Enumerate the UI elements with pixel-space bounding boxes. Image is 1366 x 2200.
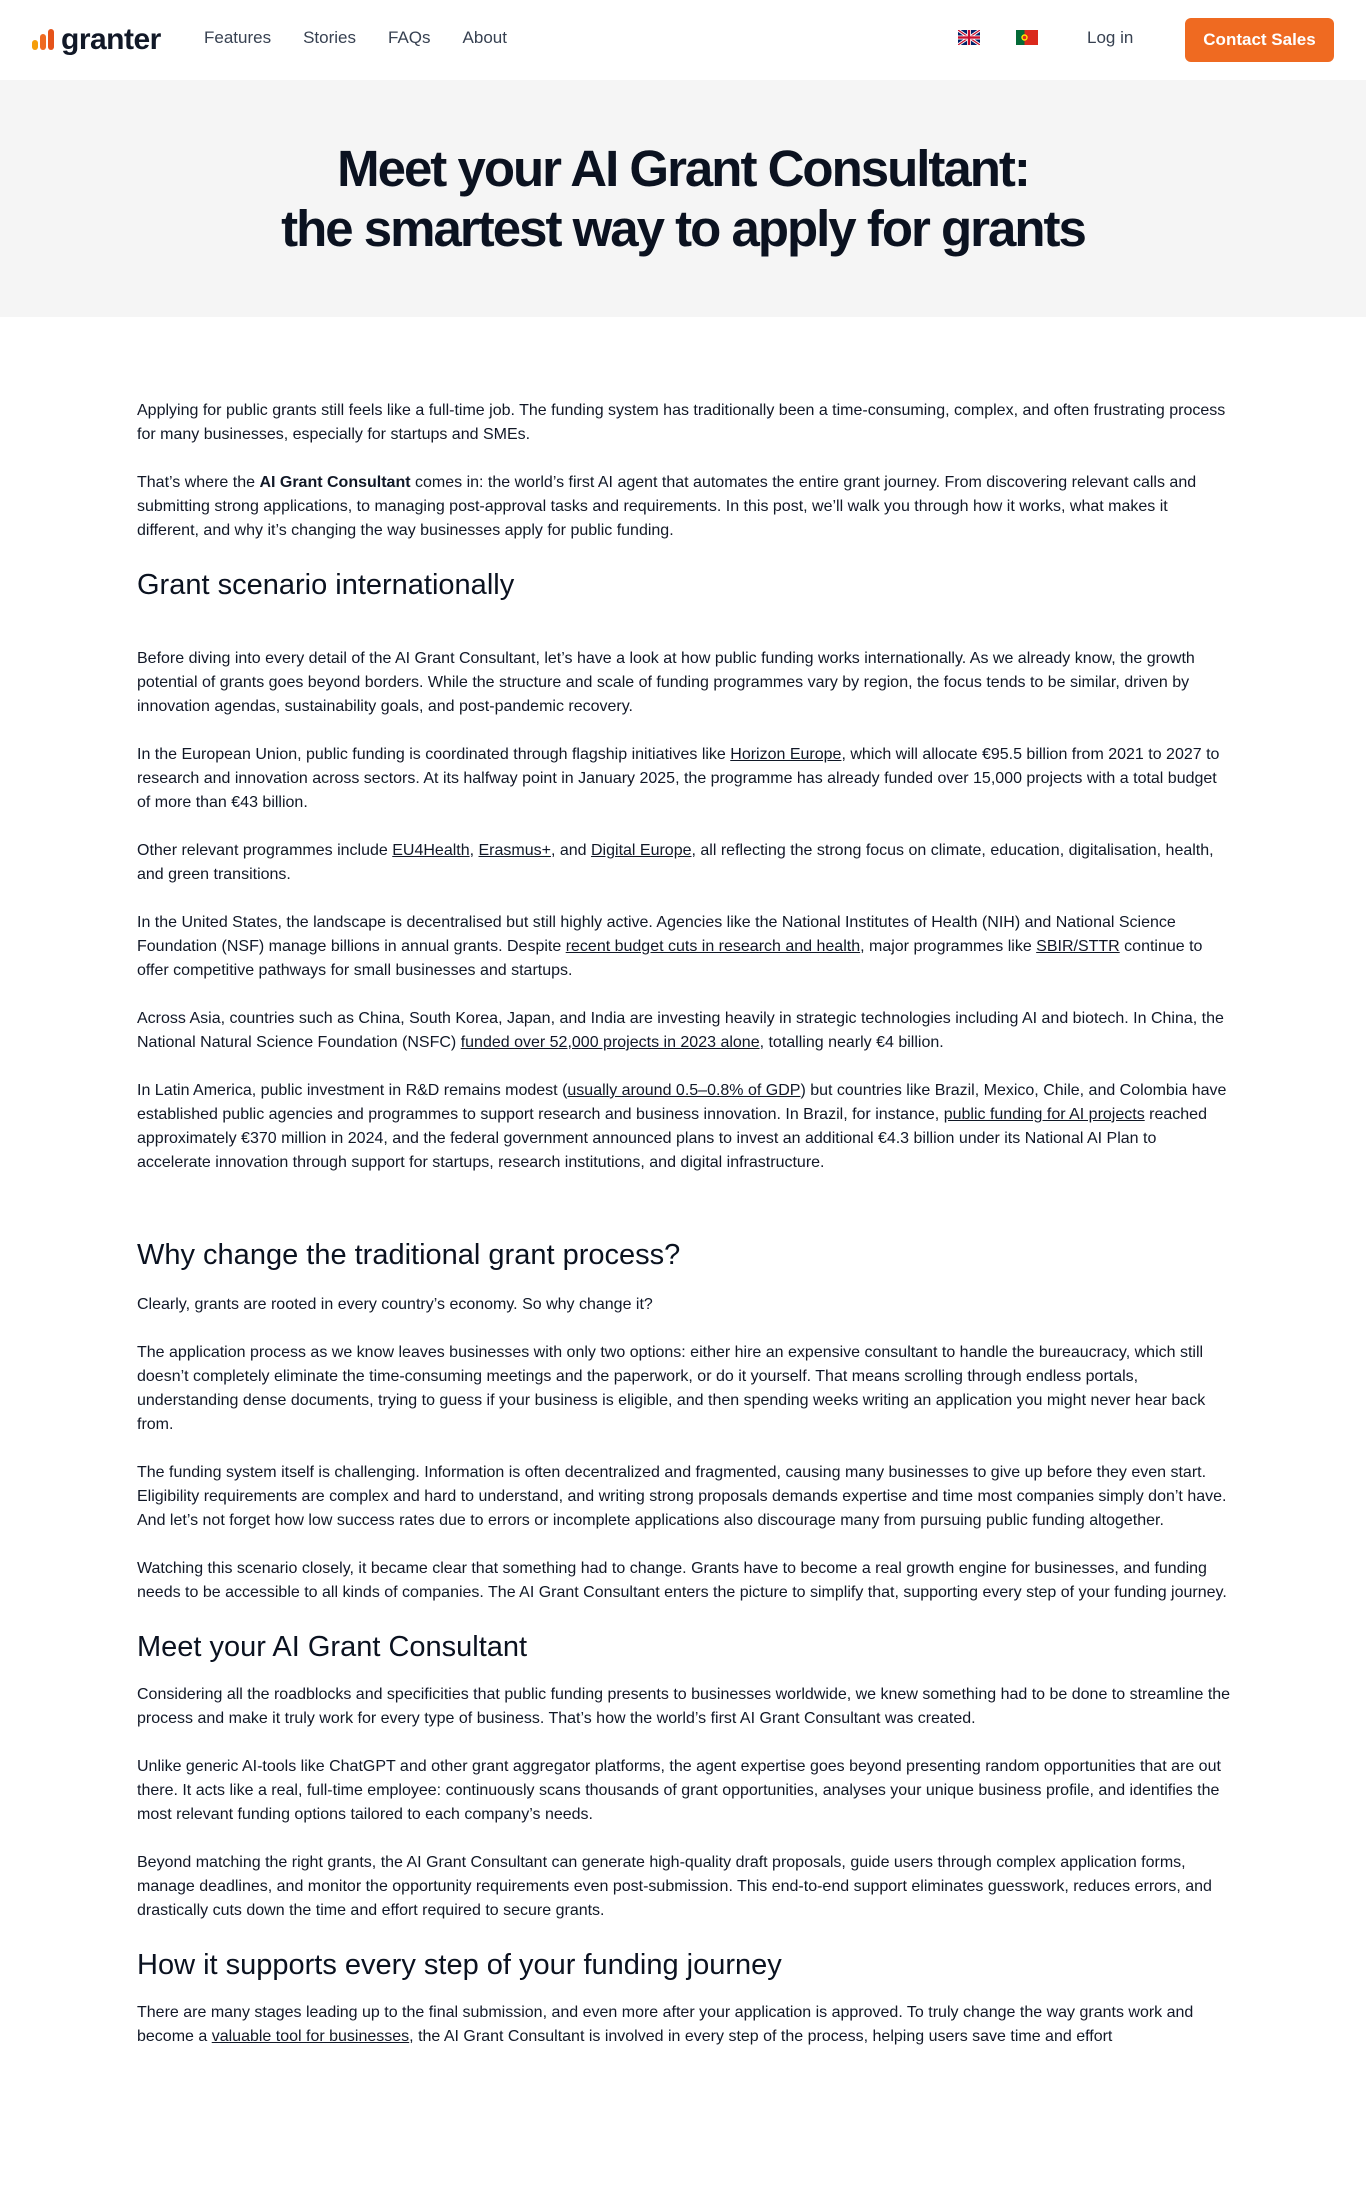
page-title-line-2: the smartest way to apply for grants xyxy=(281,199,1085,257)
link-erasmus[interactable]: Erasmus+ xyxy=(478,842,551,859)
paragraph-other-programmes xyxy=(137,839,1233,887)
text-span: , which will allocate €95.5 billion from 2021 to 2027 to research and innovation across sectors. At its halfway point in January 2025, the programme has already funded over 15,000 projects with a total budget of more than €43 billion. xyxy=(137,746,1220,811)
link-gdp-investment[interactable]: usually around 0.5–0.8% of GDP xyxy=(567,1082,801,1099)
paragraph-meet-1: Considering all the roadblocks and specificities that public funding presents to businesses worldwide, we knew something had to be done to streamline the process and make it truly work for every type of business. That’s how the world’s first AI Grant Consultant was created. xyxy=(137,1686,1231,1727)
paragraph-meet-2: Unlike generic AI-tools like ChatGPT and other grant aggregator platforms, the agent expertise goes beyond presenting random opportunities that are out there. It acts like a real, full-time employee: continuously scans thousands of grant opportunities, analyses your unique business profile, and identifies the most relevant funding options tailored to each company’s needs. xyxy=(137,1758,1221,1823)
hero-section xyxy=(0,80,1366,317)
top-navigation-bar xyxy=(0,0,1366,80)
text-span: continue to offer competitive pathways for small businesses and startups. xyxy=(137,938,1203,979)
page-title-line-1: Meet your AI Grant Consultant: xyxy=(337,139,1029,197)
text-span: , xyxy=(469,842,479,859)
paragraph-meet-3: Beyond matching the right grants, the AI Grant Consultant can generate high-quality draft proposals, guide users through complex application forms, manage deadlines, and monitor the opportunity requirements even post-submission. This end-to-end support eliminates guesswork, reduces errors, and drastically cuts down the time and effort required to secure grants. xyxy=(137,1854,1212,1919)
nav-faqs[interactable]: FAQs xyxy=(388,28,431,47)
link-eu4health[interactable]: EU4Health xyxy=(392,842,470,859)
text-span: , totalling nearly €4 billion. xyxy=(759,1034,944,1051)
heading-meet-consultant: Meet your AI Grant Consultant xyxy=(137,1631,528,1663)
paragraph-us xyxy=(137,911,1233,983)
paragraph-intro: Applying for public grants still feels like a full-time job. The funding system has traditionally been a time-consuming, complex, and often frustrating process for many businesses, especially for startups and SMEs. xyxy=(137,402,1226,443)
logo-text: granter xyxy=(61,23,161,56)
nav-about[interactable]: About xyxy=(462,28,507,47)
link-nsfc-projects[interactable]: funded over 52,000 projects in 2023 alone xyxy=(460,1034,760,1051)
uk-flag-icon[interactable] xyxy=(958,30,980,45)
contact-sales-button[interactable]: Contact Sales xyxy=(1185,18,1334,62)
text-span: , major programmes like xyxy=(860,938,1037,955)
paragraph-why-3: The funding system itself is challenging. Information is often decentralized and fragmented, causing many businesses to give up before they even start. Eligibility requirements are complex and hard to understand, and writing strong proposals demands expertise and time most companies simply don’t have. And let’s not forget how low success rates due to errors or incomplete applications also discourage many from pursuing public funding altogether. xyxy=(137,1464,1227,1529)
text-span: reached approximately €370 million in 2024, and the federal government announced plans to invest an additional €4.3 billion under its National AI Plan to accelerate innovation through support for startups, research institutions, and digital infrastructure. xyxy=(137,1106,1207,1171)
nav-stories[interactable]: Stories xyxy=(303,28,357,47)
paragraph-ai-consultant-intro xyxy=(137,471,1233,543)
text-span: In the United States, the landscape is decentralised but still highly active. Agencies like the National Institutes of Health (NIH) and National Science Foundation (NSF) manage billions in annual grants. Despite xyxy=(137,914,1176,955)
login-link[interactable]: Log in xyxy=(1087,28,1134,47)
paragraph-why-2: The application process as we know leaves businesses with only two options: either hire an expensive consultant to handle the bureaucracy, which still doesn’t completely eliminate the time-consuming meetings and the paperwork, or do it yourself. That means scrolling through endless portals, understanding dense documents, trying to guess if your business is eligible, and then spending weeks writing an application you might never hear back from. xyxy=(137,1344,1206,1433)
paragraph-why-1: Clearly, grants are rooted in every country’s economy. So why change it? xyxy=(137,1296,653,1313)
main-nav xyxy=(204,28,507,48)
link-budget-cuts[interactable]: recent budget cuts in research and health xyxy=(565,938,861,955)
text-span: In the European Union, public funding is coordinated through flagship initiatives like xyxy=(137,746,731,763)
heading-why-change: Why change the traditional grant process? xyxy=(137,1239,681,1271)
text-span: In Latin America, public investment in R&D remains modest ( xyxy=(137,1082,568,1099)
text-span: comes in: the world’s first AI agent that automates the entire grant journey. From discovering relevant calls and submitting strong applications, to managing post-approval tasks and requirements. In this post, we’ll walk you through how it works, what makes it different, and why it’s changing the way businesses apply for public funding. xyxy=(137,474,1197,539)
link-horizon-europe[interactable]: Horizon Europe xyxy=(730,746,842,763)
text-span: ) but countries like Brazil, Mexico, Chile, and Colombia have established public agencies and programmes to support research and business innovation. In Brazil, for instance, xyxy=(137,1082,1227,1123)
link-ai-projects-funding[interactable]: public funding for AI projects xyxy=(943,1106,1145,1123)
text-span: , the AI Grant Consultant is involved in every step of the process, helping users save time and effort xyxy=(409,2028,1113,2045)
nav-features[interactable]: Features xyxy=(204,28,272,47)
paragraph-how-1 xyxy=(137,2001,1233,2049)
granter-logo[interactable] xyxy=(31,23,161,57)
portugal-flag-icon[interactable] xyxy=(1016,30,1038,45)
article-body xyxy=(137,317,1233,2049)
language-switcher xyxy=(958,30,1038,45)
heading-grant-scenario: Grant scenario internationally xyxy=(137,569,515,601)
text-span: , and xyxy=(550,842,591,859)
link-sbir-sttr[interactable]: SBIR/STTR xyxy=(1036,938,1120,955)
paragraph-latin-america xyxy=(137,1079,1233,1175)
paragraph-eu xyxy=(137,743,1233,815)
text-span: Across Asia, countries such as China, South Korea, Japan, and India are investing heavily in strategic technologies including AI and biotech. In China, the National Natural Science Foundation (NSFC) xyxy=(137,1010,1224,1051)
paragraph-international-overview: Before diving into every detail of the AI Grant Consultant, let’s have a look at how public funding works internationally. As we already know, the growth potential of grants goes beyond borders. While the structure and scale of funding programmes vary by region, the focus tends to be similar, driven by innovation agendas, sustainability goals, and post-pandemic recovery. xyxy=(137,650,1195,715)
link-digital-europe[interactable]: Digital Europe xyxy=(591,842,692,859)
text-span: That’s where the xyxy=(137,474,260,491)
text-span: Other relevant programmes include xyxy=(137,842,393,859)
bold-text: AI Grant Consultant xyxy=(259,474,411,491)
page-title xyxy=(281,139,1085,259)
paragraph-why-4: Watching this scenario closely, it became clear that something had to change. Grants have to become a real growth engine for businesses, and funding needs to be accessible to all kinds of companies. The AI Grant Consultant enters the picture to simplify that, supporting every step of your funding journey. xyxy=(137,1560,1227,1601)
text-span: There are many stages leading up to the final submission, and even more after your application is approved. To truly change the way grants work and become a xyxy=(137,2004,1194,2045)
granter-logo-icon xyxy=(31,28,55,52)
paragraph-asia xyxy=(137,1007,1233,1055)
heading-how-it-supports: How it supports every step of your funding journey xyxy=(137,1949,782,1981)
link-valuable-tool[interactable]: valuable tool for businesses xyxy=(211,2028,410,2045)
text-span: , all reflecting the strong focus on climate, education, digitalisation, health, and green transitions. xyxy=(137,842,1214,883)
